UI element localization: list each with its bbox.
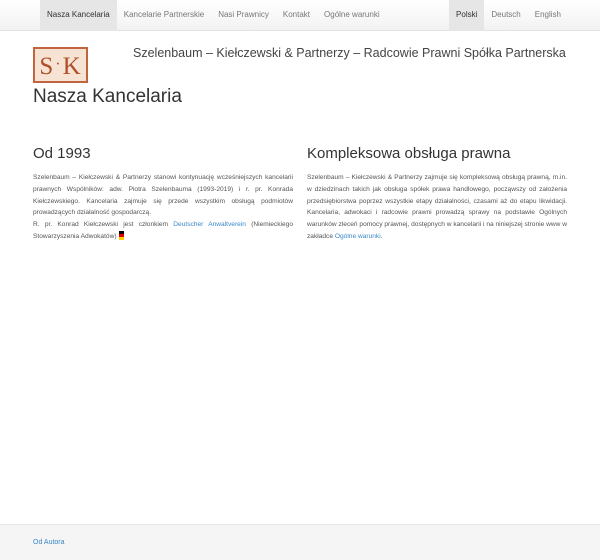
- section-paragraph: [33, 172, 293, 243]
- nav-item-nasi-prawnicy[interactable]: Nasi Prawnicy: [218, 10, 269, 19]
- language-nav: [449, 0, 568, 31]
- logo-letter-s: S: [39, 53, 55, 80]
- nav-item-nasza-kancelaria[interactable]: Nasza Kancelaria: [40, 0, 117, 31]
- section-heading: Od 1993: [33, 145, 91, 162]
- top-navbar: [0, 0, 600, 31]
- page-title: Nasza Kancelaria: [33, 86, 182, 107]
- paragraph-text-suffix: (Niemieckiego Stowarzyszenia Adwokatów): [33, 221, 293, 240]
- german-flag-icon: [119, 231, 124, 240]
- logo-dot: ·: [55, 56, 62, 73]
- firm-logo[interactable]: [33, 47, 88, 83]
- paragraph-end: .: [380, 232, 383, 240]
- ogolne-warunki-link[interactable]: Ogólne warunki: [334, 232, 381, 240]
- paragraph-text: Szelenbaum – Kiełczewski & Partnerzy stanowi kontynuację wcześniejszych kancelarii prawnych Wspólników: adw. Piotra Szelenbauma (1993-2019) i r. pr. Konrada Kiełczewskiego. Kancelaria zajmuje się przede wszystkim obsługą podmiotów prowadzących działalność gospodarczą.: [33, 174, 293, 217]
- footer: [0, 524, 600, 560]
- language-deutsch[interactable]: Deutsch: [491, 10, 521, 19]
- paragraph-text: Szelenbaum – Kiełczewski & Partnerzy zajmuje się kompleksową obsługą prawną, m.in. w dziedzinach takich jak obsługa spółek prawa handlowego, począwszy od założenia przedsiębiorstwa poprzez wszystkie etapy działalności, czasami aż do etapu likwidacji. Kancelaria, adwokaci i radcowie prawni prowadzą sprawy na podstawie Ogólnych warunków zleceń pomocy prawnej, dostępnych w kancelarii i na niniejszej stronie www w zakładce: [307, 174, 567, 240]
- od-autora-link[interactable]: Od Autora: [33, 539, 65, 546]
- logo-letter-k: K: [62, 53, 82, 80]
- deutscher-anwaltverein-link[interactable]: Deutscher Anwaltverein: [173, 221, 246, 229]
- section-od-1993: [33, 145, 293, 243]
- paragraph-text-prefix: R. pr. Konrad Kiełczewski jest członkiem: [33, 221, 169, 229]
- section-kompleksowa-obsluga: [307, 145, 567, 243]
- nav-item-ogolne-warunki[interactable]: Ogólne warunki: [324, 10, 380, 19]
- section-paragraph: [307, 172, 567, 243]
- language-polski[interactable]: Polski: [449, 0, 484, 31]
- section-heading: Kompleksowa obsługa prawna: [307, 145, 511, 162]
- firm-name: Szelenbaum – Kiełczewski & Partnerzy – Radcowie Prawni Spółka Partnerska: [133, 46, 566, 60]
- language-english[interactable]: English: [534, 10, 561, 19]
- nav-item-kontakt[interactable]: Kontakt: [282, 10, 311, 19]
- nav-item-kancelarie-partnerskie[interactable]: Kancelarie Partnerskie: [123, 10, 205, 19]
- main-nav: [40, 0, 387, 31]
